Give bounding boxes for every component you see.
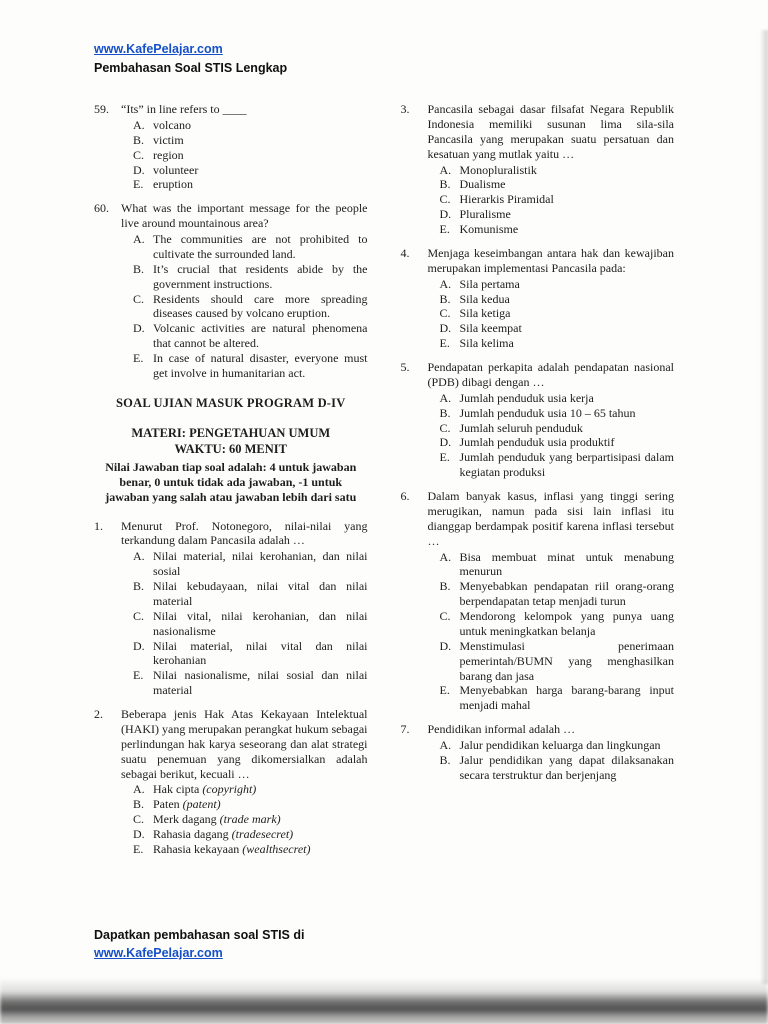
question-number: 7. (400, 722, 410, 737)
option-letter: C. (439, 306, 451, 321)
exam-title: SOAL UJIAN MASUK PROGRAM D-IV (116, 395, 346, 410)
options-list (428, 391, 675, 480)
question-block (94, 707, 368, 857)
option-text: Komunisme (459, 222, 519, 236)
option-text: Nilai material, nilai kerohanian, dan nilai sosial (153, 549, 368, 579)
question-body (121, 102, 368, 192)
option-letter: C. (439, 420, 451, 435)
option-row (133, 812, 368, 827)
option-text: Hak cipta (copyright) (153, 782, 257, 797)
option-italic-term: (trade mark) (219, 812, 281, 827)
option-row (133, 232, 368, 262)
option-italic-term: (patent) (182, 797, 221, 812)
option-row (133, 609, 368, 639)
option-row (440, 406, 675, 421)
option-text: Jalur pendidikan keluarga dan lingkungan (459, 738, 661, 752)
question-text: Beberapa jenis Hak Atas Kekayaan Intelektual (HAKI) yang merupakan perangkat hukum sebagai perlindungan hak karya seseorang dan alat strategi suatu penemuan yang dikomersialkan adalah sebagai berikut, kecuali … (121, 707, 368, 781)
option-text: Sila ketiga (459, 306, 511, 321)
question-text: Pancasila sebagai dasar filsafat Negara Republik Indonesia memiliki susunan lima sila-sila Pancasila yang merupakan suatu persatuan dan kesatuan yang mutlak yaitu … (427, 102, 674, 161)
option-row (133, 262, 368, 292)
option-letter: B. (133, 261, 145, 276)
question-body (428, 246, 675, 351)
option-row (133, 827, 368, 842)
option-row (440, 579, 675, 609)
option-letter: B. (439, 177, 451, 192)
option-row (440, 277, 675, 292)
questions-right (401, 102, 675, 783)
question-block (94, 201, 368, 381)
option-text: eruption (153, 177, 193, 192)
question-body (428, 722, 675, 783)
option-letter: B. (133, 579, 145, 594)
options-list (121, 549, 368, 698)
option-letter: B. (133, 797, 145, 812)
left-column (94, 102, 368, 866)
option-text: Nilai vital, nilai kerohanian, dan nilai nasionalisme (153, 608, 368, 638)
option-text: Sila keempat (459, 321, 522, 336)
question-block (401, 360, 675, 480)
option-row (133, 549, 368, 579)
question-text: “Its” in line refers to ____ (121, 102, 247, 116)
option-letter: A. (133, 117, 145, 132)
question-number: 5. (400, 360, 410, 374)
question-block (401, 102, 675, 237)
options-list (428, 163, 675, 237)
option-row (440, 683, 675, 713)
option-text: Volcanic activities are natural phenomena that cannot be altered. (153, 321, 368, 351)
exam-materi: MATERI: PENGETAHUAN UMUM (131, 426, 331, 441)
question-text: Menjaga keseimbangan antara hak dan kewajiban merupakan implementasi Pancasila pada: (427, 245, 674, 275)
option-row (440, 163, 675, 178)
options-list (121, 232, 368, 381)
option-row (440, 177, 675, 192)
option-row (133, 797, 368, 812)
question-text: Menurut Prof. Notonegoro, nilai-nilai yang terkandung dalam Pancasila adalah … (121, 518, 368, 548)
exam-section-header (96, 396, 366, 506)
option-letter: A. (439, 162, 452, 177)
option-row (440, 450, 675, 480)
option-text: Menstimulasi penerimaan pemerintah/BUMN yang menghasilkan barang dan jasa (459, 638, 674, 683)
option-letter: A. (439, 549, 452, 564)
option-text: Jumlah penduduk usia produktif (459, 435, 615, 450)
option-row (440, 306, 675, 321)
option-text: Sila kelima (459, 336, 514, 351)
option-row (133, 639, 368, 669)
option-letter: D. (133, 638, 145, 653)
option-text: Jumlah penduduk usia 10 – 65 tahun (459, 405, 636, 420)
option-row (440, 336, 675, 351)
questions-left-top (94, 102, 368, 381)
option-letter: B. (133, 132, 145, 147)
question-body (121, 707, 368, 857)
option-letter: E. (133, 351, 144, 365)
option-text: Rahasia kekayaan (wealthsecret) (153, 841, 311, 856)
option-letter: E. (133, 177, 144, 192)
header-site-link[interactable]: www.KafePelajar.com (94, 42, 223, 56)
option-text: Jumlah penduduk usia kerja (459, 390, 594, 405)
option-letter: A. (439, 738, 452, 752)
option-letter: A. (439, 276, 452, 291)
options-list (121, 118, 368, 192)
option-letter: D. (133, 321, 145, 336)
option-text: Nilai kebudayaan, nilai vital dan nilai material (153, 579, 368, 608)
option-letter: E. (133, 841, 144, 856)
option-text: Sila kedua (459, 291, 510, 306)
option-row (133, 668, 368, 698)
question-body (121, 201, 368, 381)
question-body (428, 360, 675, 480)
footer-site-link[interactable]: www.KafePelajar.com (94, 946, 223, 960)
question-number: 3. (400, 102, 410, 116)
page-content (94, 40, 674, 866)
option-row (440, 609, 675, 639)
option-letter: A. (439, 390, 452, 405)
option-text: Bisa membuat minat untuk menabung menurun (459, 549, 674, 579)
option-letter: D. (439, 321, 452, 336)
option-text: Menyebabkan pendapatan riil orang-orang berpendapatan tetap menjadi turun (459, 579, 674, 609)
option-text: Sila pertama (459, 276, 520, 291)
options-list (428, 277, 675, 351)
option-text: It’s crucial that residents abide by the government instructions. (153, 261, 368, 291)
question-text: What was the important message for the people live around mountainous area? (121, 201, 368, 231)
option-text: victim (153, 132, 184, 147)
option-letter: C. (133, 812, 145, 827)
option-text: Jalur pendidikan yang dapat dilaksanakan secara terstruktur dan berjenjang (459, 752, 674, 782)
question-number: 4. (400, 245, 410, 260)
option-text: Jumlah penduduk yang berpartisipasi dalam kegiatan produksi (459, 450, 674, 480)
option-text: Jumlah seluruh penduduk (459, 420, 583, 435)
option-letter: B. (439, 291, 451, 306)
option-row (440, 550, 675, 580)
page-footer (94, 928, 304, 962)
option-text: Pluralisme (459, 207, 511, 222)
question-block (401, 722, 675, 783)
option-row (440, 321, 675, 336)
option-row (133, 321, 368, 351)
option-letter: D. (439, 207, 452, 222)
question-number: 6. (400, 489, 410, 503)
question-block (401, 246, 675, 351)
option-row (440, 421, 675, 436)
option-text: Residents should care more spreading diseases caused by volcano eruption. (153, 291, 368, 321)
option-letter: C. (133, 291, 145, 306)
option-row (133, 148, 368, 163)
option-letter: D. (439, 638, 452, 653)
option-letter: D. (133, 827, 145, 842)
option-letter: C. (133, 147, 145, 162)
option-row (133, 118, 368, 133)
question-block (94, 519, 368, 699)
option-text: In case of natural disaster, everyone must get involve in humanitarian act. (153, 351, 368, 380)
option-text: The communities are not prohibited to cultivate the surrounded land. (153, 232, 368, 261)
option-row (133, 133, 368, 148)
scan-shadow-bottom (0, 978, 768, 1024)
option-text: volunteer (153, 162, 199, 177)
option-text: Dualisme (459, 177, 506, 192)
option-letter: E. (439, 450, 450, 465)
option-letter: E. (439, 683, 450, 698)
question-number: 59. (94, 102, 109, 116)
question-number: 60. (94, 201, 109, 216)
questions-left-bottom (94, 519, 368, 857)
option-text: Rahasia dagang (tradesecret) (153, 827, 294, 842)
option-row (440, 292, 675, 307)
question-number: 1. (94, 518, 103, 533)
exam-scoring-note: Nilai Jawaban tiap soal adalah: 4 untuk jawaban benar, 0 untuk tidak ada jawaban, -1 untuk jawaban yang salah atau jawaban lebih dari satu (105, 460, 357, 505)
options-list (121, 782, 368, 856)
option-text: Paten (patent) (153, 797, 221, 812)
option-italic-term: (tradesecret) (231, 827, 294, 842)
option-row (440, 639, 675, 684)
scan-shadow-right (760, 30, 768, 984)
option-text: Hierarkis Piramidal (459, 192, 554, 207)
option-row (133, 579, 368, 609)
question-body (428, 489, 675, 713)
option-row (133, 177, 368, 192)
question-body (428, 102, 675, 237)
option-text: Menyebabkan harga barang-barang input menjadi mahal (459, 683, 674, 713)
option-letter: D. (133, 162, 145, 177)
option-row (440, 391, 675, 406)
option-row (440, 192, 675, 207)
option-row (133, 163, 368, 178)
option-italic-term: (wealthsecret) (242, 841, 311, 856)
options-list (428, 738, 675, 783)
option-letter: B. (439, 579, 451, 594)
question-text: Pendapatan perkapita adalah pendapatan nasional (PDB) dibagi dengan … (427, 360, 674, 389)
question-block (401, 489, 675, 713)
option-text: region (153, 147, 184, 162)
option-letter: C. (439, 192, 451, 207)
option-row (440, 738, 675, 753)
option-letter: E. (133, 668, 144, 683)
page-title: Pembahasan Soal STIS Lengkap (94, 61, 288, 75)
question-number: 2. (94, 707, 103, 722)
option-letter: B. (439, 752, 451, 767)
option-text: Nilai material, nilai vital dan nilai kerohanian (153, 638, 368, 668)
option-row (133, 842, 368, 857)
option-letter: D. (439, 435, 452, 450)
page-header (94, 40, 674, 75)
option-text: Mendorong kelompok yang punya uang untuk meningkatkan belanja (459, 609, 674, 638)
option-letter: B. (439, 405, 451, 420)
option-row (440, 222, 675, 237)
option-text: Monopluralistik (459, 162, 537, 177)
two-column-layout (94, 102, 674, 866)
option-letter: E. (439, 336, 450, 351)
option-text: Merk dagang (trade mark) (153, 812, 281, 827)
option-italic-term: (copyright) (202, 782, 257, 797)
option-text: volcano (153, 117, 191, 132)
question-block (94, 102, 368, 192)
option-letter: A. (133, 782, 145, 797)
option-letter: A. (133, 549, 145, 564)
option-letter: A. (133, 232, 145, 246)
option-row (133, 292, 368, 322)
footer-text: Dapatkan pembahasan soal STIS di (94, 928, 305, 942)
question-text: Pendidikan informal adalah … (427, 722, 576, 737)
option-row (440, 207, 675, 222)
option-letter: C. (439, 609, 451, 623)
exam-waktu: WAKTU: 60 MENIT (174, 441, 287, 456)
option-text: Nilai nasionalisme, nilai sosial dan nilai material (153, 668, 368, 698)
option-row (133, 782, 368, 797)
option-row (133, 351, 368, 381)
question-body (121, 519, 368, 699)
option-letter: E. (439, 222, 450, 236)
right-column (401, 102, 675, 866)
option-letter: C. (133, 608, 145, 623)
question-text: Dalam banyak kasus, inflasi yang tinggi sering merugikan, namun pada sisi lain inflasi itu dianggap berdampak positif karena inflasi tersebut … (427, 489, 674, 548)
options-list (428, 550, 675, 714)
option-row (440, 435, 675, 450)
option-row (440, 753, 675, 783)
